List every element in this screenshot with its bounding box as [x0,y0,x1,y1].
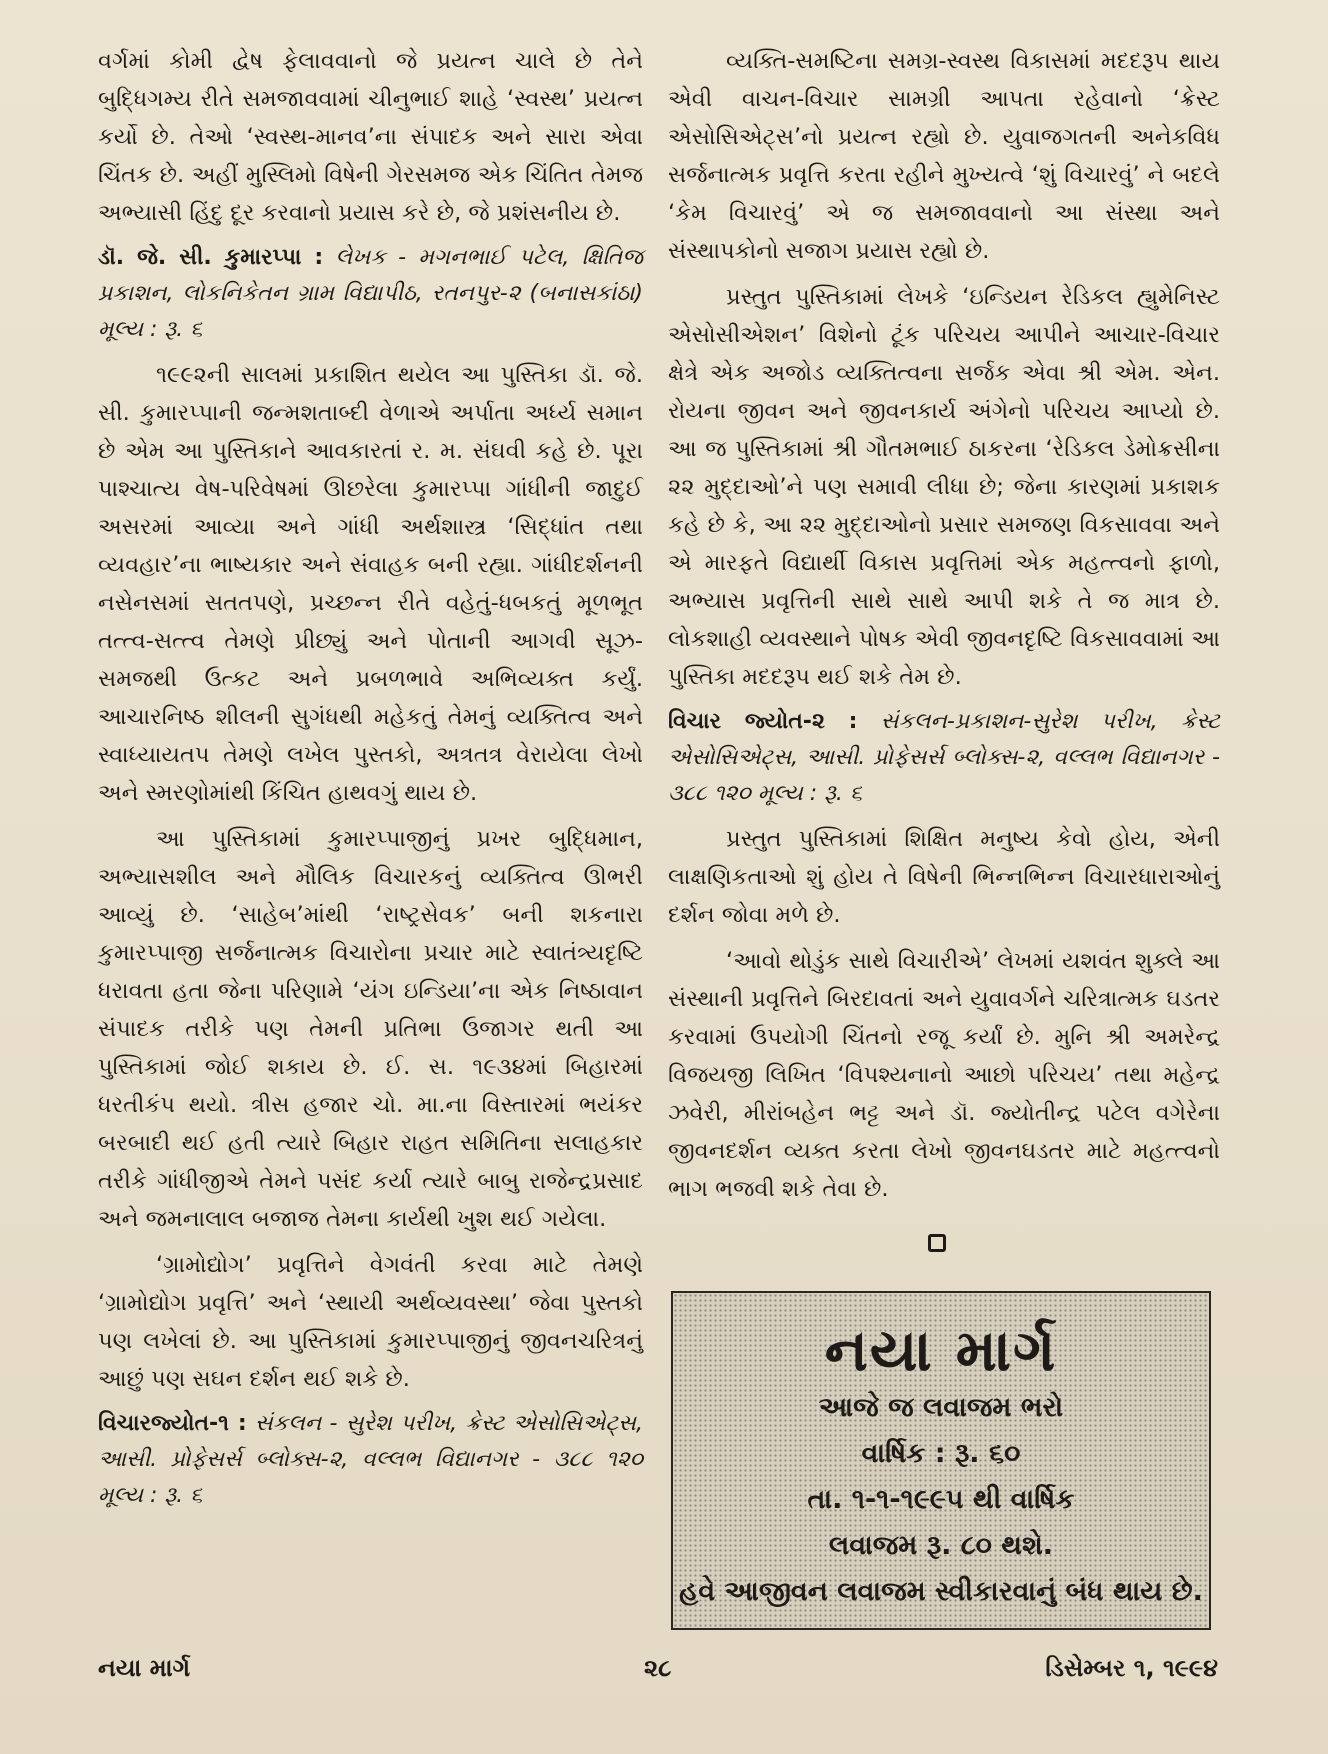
book-details-vicharjyot-1: સંકલન - સુરેશ પરીખ, ક્રેસ્ટ એસોસિએટ્સ, આસી. પ્રોફેસર્સ બ્લોક્સ-૨, વલ્લભ વિદ્યાનગર - ૩૮૮ ૧૨૦ મૂલ્ય : રૂ. ૬ [98,1411,643,1508]
footer-date: ડિસેમ્બર ૧, ૧૯૯૪ [1045,1654,1218,1682]
advert-line-2: વાર્ષિક : રૂ. ૬૦ [861,1438,1021,1469]
advert-title: નયા માર્ગ [824,1316,1058,1384]
advert-line-3: તા. ૧-૧-૧૯૯૫ થી વાર્ષિક [807,1484,1075,1515]
left-paragraph-1: વર્ગમાં કોમી દ્વેષ ફેલાવવાનો જે પ્રયત્ન ચાલે છે તેને બુદ્ધિગમ્ય રીતે સમજાવવામાં ચીનુભાઈ શાહે ‘સ્વસ્થ’ પ્રયત્ન કર્યો છે. તેઓ ‘સ્વસ્થ-માનવ’ના સંપાદક અને સારા એવા ચિંતક છે. અહીં મુસ્લિમો વિષેની ગેરસમજ એક ચિંતિત તેમજ અભ્યાસી હિંદુ દૂર કરવાનો પ્રયાસ કરે છે, જે પ્રશંસનીય છે. [98,48,643,226]
advert-line-1: આજે જ લવાજમ ભરો [818,1392,1064,1423]
subscription-advert [671,1291,1211,1630]
advert-line-5: હવે આજીવન લવાજમ સ્વીકારવાનું બંધ થાય છે. [679,1576,1203,1607]
left-paragraph-3: આ પુસ્તિકામાં કુમારપ્પાજીનું પ્રખર બુદ્ધિમાન, અભ્યાસશીલ અને મૌલિક વિચારકનું વ્યક્તિત્વ ઊભરી આવ્યું છે. ‘સાહેબ’માંથી ‘રાષ્ટ્રસેવક’ બની શકનારા કુમારપ્પાજી સર્જનાત્મક વિચારોના પ્રચાર માટે સ્વાતંત્ર્યદૃષ્ટિ ધરાવતા હતા જેના પરિણામે ‘યંગ ઇન્ડિયા’ના એક નિષ્ઠાવાન સંપાદક તરીકે પણ તેમની પ્રતિભા ઉજાગર થતી આ પુસ્તિકામાં જોઈ શકાય છે. ઈ. સ. ૧૯૩૪માં બિહારમાં ધરતીકંપ થયો. ત્રીસ હજાર ચો. મા.ના વિસ્તારમાં ભયંકર બરબાદી થઈ હતી ત્યારે બિહાર રાહત સમિતિના સલાહકાર તરીકે ગાંધીજીએ તેમને પસંદ કર્યા ત્યારે બાબુ રાજેન્દ્રપ્રસાદ અને જમનાલાલ બજાજ તેમના કાર્યથી ખુશ થઈ ગયેલા. [98,826,643,1232]
end-of-article-square-icon [928,1234,946,1252]
book-entry-vicharjyot-1 [98,1406,643,1514]
book-title-vicharjyot-1: વિચારજ્યોત-૧ : [98,1411,247,1436]
right-paragraph-3: પ્રસ્તુત પુસ્તિકામાં શિક્ષિત મનુષ્ય કેવો હોય, એની લાક્ષણિકતાઓ શું હોય તે વિષેની ભિન્નભિન્ન વિચારધારાઓનું દર્શન જોવા મળે છે. [668,826,1220,928]
right-paragraph-4: ‘આવો થોડુંક સાથે વિચારીએ’ લેખમાં યશવંત શુક્લે આ સંસ્થાની પ્રવૃત્તિને બિરદાવતાં અને યુવાવર્ગને ચરિત્રાત્મક ઘડતર કરવામાં ઉપયોગી ચિંતનો રજૂ કર્યાં છે. મુનિ શ્રી અમરેન્દ્ર વિજયજી લિખિત ‘વિપશ્યનાનો આછો પરિચય’ તથા મહેન્દ્ર ઝવેરી, મીરાંબહેન ભટ્ટ અને ડૉ. જ્યોતીન્દ્ર પટેલ વગેરેના જીવનદર્શન વ્યક્ત કરતા લેખો જીવનઘડતર માટે મહત્ત્વનો ભાગ ભજવી શકે તેવા છે. [668,948,1220,1202]
footer-page-number: ૨૮ [644,1654,672,1682]
book-title-vicharjyot-2: વિચાર જ્યોત-૨ : [668,709,858,734]
right-paragraph-1: વ્યક્તિ-સમષ્ટિના સમગ્ર-સ્વસ્થ વિકાસમાં મદદરૂપ થાય એવી વાચન-વિચાર સામગ્રી આપતા રહેવાનો ‘ક્રેસ્ટ એસોસિએટ્સ’નો પ્રયત્ન રહ્યો છે. યુવાજગતની અનેકવિધ સર્જનાત્મક પ્રવૃત્તિ કરતા રહીને મુખ્યત્વે ‘શું વિચારવું’ ને બદલે ‘કેમ વિચારવું’ એ જ સમજાવવાનો આ સંસ્થા અને સંસ્થાપકોનો સજાગ પ્રયાસ રહ્યો છે. [668,48,1220,264]
left-paragraph-2: ૧૯૯૨ની સાલમાં પ્રકાશિત થયેલ આ પુસ્તિકા ડૉ. જે. સી. કુમારપ્પાની જન્મશતાબ્દી વેળાએ અર્પાતા અર્ધ્ય સમાન છે એમ આ પુસ્તિકાને આવકારતાં ર. મ. સંઘવી કહે છે. પૂરા પાશ્ચાત્ય વેષ-પરિવેષમાં ઊછરેલા કુમારપ્પા ગાંધીની જાદુઈ અસરમાં આવ્યા અને ગાંધી અર્થશાસ્ત્ર ‘સિદ્ધાંત તથા વ્યવહાર’ના ભાષ્યકાર અને સંવાહક બની રહ્યા. ગાંધીદર્શનની નસેનસમાં સતતપણે, પ્રચ્છન્ન રીતે વહેતું-ધબકતું મૂળભૂત તત્ત્વ-સત્ત્વ તેમણે પ્રીછ્યું અને પોતાની આગવી સૂઝ-સમજથી ઉત્કટ અને પ્રબળભાવે અભિવ્યક્ત કર્યું. આચારનિષ્ઠ શીલની સુગંધથી મહેકતું તેમનું વ્યક્તિત્વ અને સ્વાધ્યાયતપ તેમણે લખેલ પુસ્તકો, અત્રતત્ર વેરાયેલા લેખો અને સ્મરણોમાંથી કિંચિત હાથવગું થાય છે. [98,362,643,806]
book-entry-vicharjyot-2 [668,704,1220,812]
right-paragraph-2: પ્રસ્તુત પુસ્તિકામાં લેખકે ‘ઇન્ડિયન રેડિકલ હ્યુમેનિસ્ટ એસોસીએશન’ વિશેનો ટૂંક પરિચય આપીને આચાર-વિચાર ક્ષેત્રે એક અજોડ વ્યક્તિત્વના સર્જક એવા શ્રી એમ. એન. રોયના જીવન અને જીવનકાર્ય અંગેનો પરિચય આપ્યો છે. આ જ પુસ્તિકામાં શ્રી ગૌતમભાઈ ઠાકરના ‘રેડિકલ ડેમોક્રસીના ૨૨ મુદ્દાઓ’ને પણ સમાવી લીધા છે; જેના કારણમાં પ્રકાશક કહે છે કે, આ ૨૨ મુદ્દાઓનો પ્રસાર સમજણ વિકસાવવા અને એ મારફતે વિદ્યાર્થી વિકાસ પ્રવૃત્તિમાં એક મહત્ત્વનો ફાળો, અભ્યાસ પ્રવૃત્તિની સાથે સાથે આપી શકે તે જ માત્ર છે. લોકશાહી વ્યવસ્થાને પોષક એવી જીવનદૃષ્ટિ વિકસાવવામાં આ પુસ્તિકા મદદરૂપ થઈ શકે તેમ છે. [668,284,1220,690]
left-paragraph-4: ‘ગ્રામોદ્યોગ’ પ્રવૃત્તિને વેગવંતી કરવા માટે તેમણે ‘ગ્રામોદ્યોગ પ્રવૃત્તિ’ અને ‘સ્થાયી અર્થવ્યવસ્થા’ જેવા પુસ્તકો પણ લખેલાં છે. આ પુસ્તિકામાં કુમારપ્પાજીનું જીવનચરિત્રનું આછું પણ સઘન દર્શન થઈ શકે છે. [98,1252,643,1392]
book-details-kumarappa: લેખક - મગનભાઈ પટેલ, ક્ષિતિજ પ્રકાશન, લોકનિકેતન ગ્રામ વિદ્યાપીઠ, રતનપુર-૨ (બનાસકાંઠા) મૂલ્ય : રૂ. ૬ [98,245,644,342]
advert-line-4: લવાજમ રૂ. ૮૦ થશે. [828,1530,1054,1561]
left-column [98,42,643,1514]
book-details-vicharjyot-2: સંકલન-પ્રકાશન-સુરેશ પરીખ, ક્રેસ્ટ એસોસિએટ્સ, આસી. પ્રોફેસર્સ બ્લોક્સ-૨, વલ્લભ વિદ્યાનગર - ૩૮૮ ૧૨૦ મૂલ્ય : રૂ. ૬ [668,709,1220,806]
book-entry-kumarappa [98,240,643,348]
right-column [668,42,1220,1208]
footer-magazine-name: નયા માર્ગ [98,1654,191,1682]
book-title-kumarappa: ડૉ. જે. સી. કુમારપ્પા : [98,245,324,270]
